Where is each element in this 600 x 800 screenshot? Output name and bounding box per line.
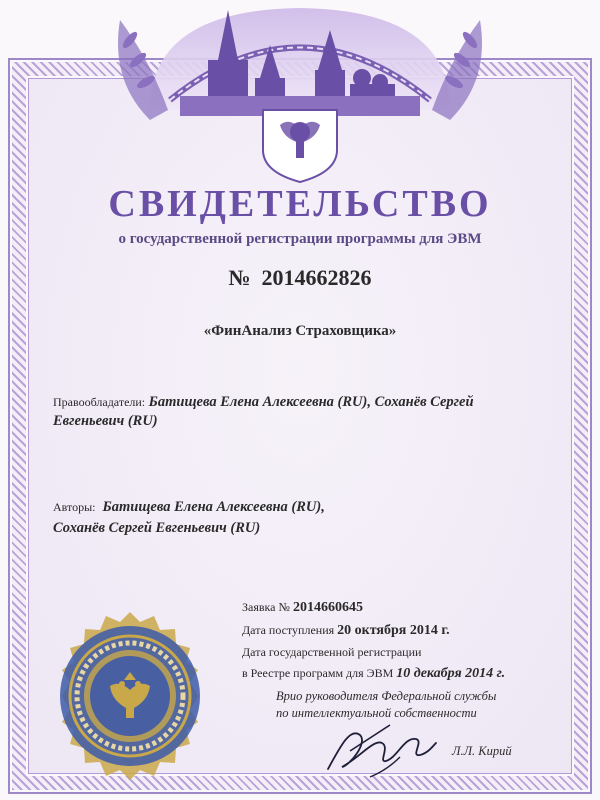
kremlin-crest-emblem [0,0,600,190]
registration-row [242,662,562,685]
received-label: Дата поступления [242,623,335,637]
registration-label-line2: в Реестре программ для ЭВМ [242,666,394,680]
handwritten-signature [320,717,440,783]
certificate-subtitle: о государственной регистрации программы для ЭВМ [118,231,482,247]
holders-label: Правообладатели: [53,395,146,409]
federal-service-seal [44,610,216,782]
program-name: «ФинАнализ Страховщика» [203,323,397,339]
number-value: 2014662826 [261,265,372,290]
acting-line1: Врио руководителя Федеральной службы [276,689,497,703]
acting-line2: по интеллектуальной собственности [276,706,477,720]
holders-value-line1: Батищева Елена Алексеевна (RU), Соханёв Сергей [148,394,474,410]
application-number: 2014660645 [292,600,363,615]
application-row [242,596,562,619]
registration-label-line1: Дата государственной регистрации [242,645,422,659]
registration-number [0,265,600,291]
authors [53,497,553,539]
received-row [242,619,562,642]
application-details [242,596,562,685]
number-sign: № [228,265,251,290]
registration-date: 10 декабря 2014 г. [396,666,506,681]
application-label: Заявка № [242,600,290,614]
authors-value-line2: Соханёв Сергей Евгеньевич (RU) [53,520,261,536]
rights-holders [53,393,553,431]
holders-value-line2: Евгеньевич (RU) [53,413,158,429]
received-date: 20 октября 2014 г. [337,623,450,638]
authors-value-line1: Батищева Елена Алексеевна (RU), [102,499,325,515]
signatory-name: Л.Л. Кирий [452,744,512,758]
certificate-title: СВИДЕТЕЛЬСТВО [108,183,492,225]
authors-label: Авторы: [53,500,96,514]
